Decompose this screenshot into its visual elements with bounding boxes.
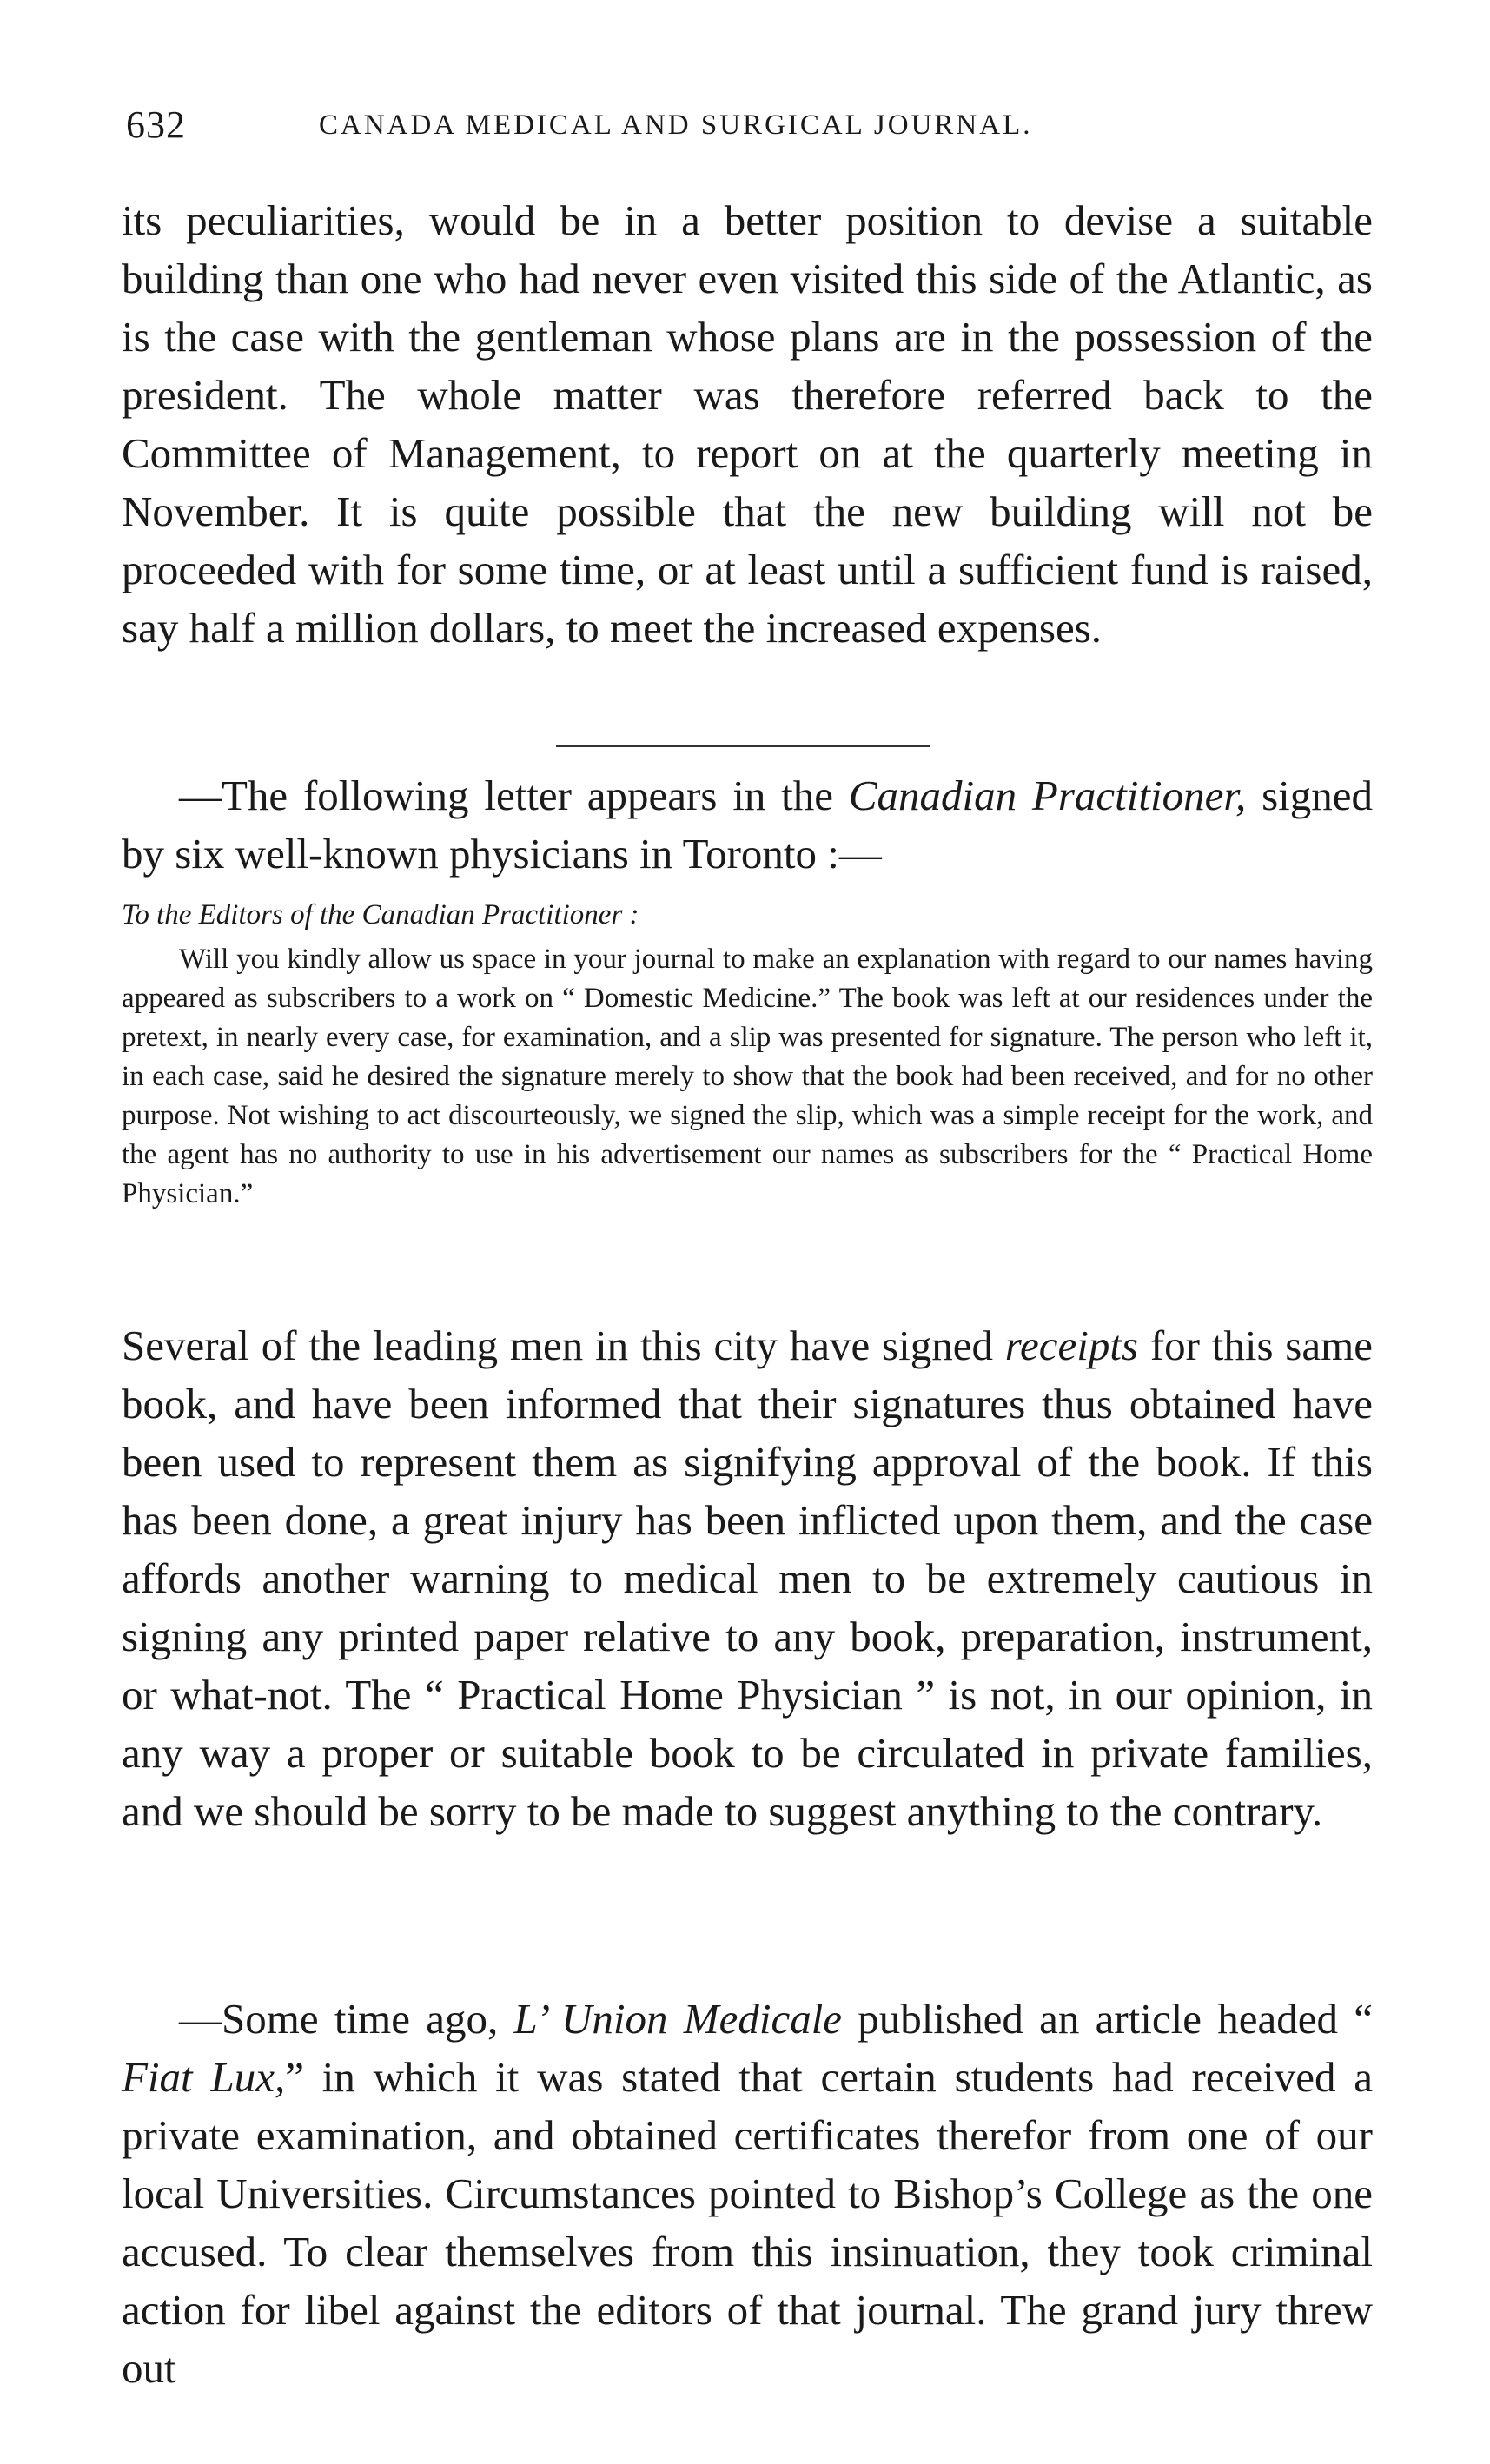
emphasis-receipts: receipts: [1004, 1321, 1139, 1369]
letter-salutation: To the Editors of the Canadian Practitioner :: [122, 899, 639, 931]
paragraph-4-mid: published an article headed “: [842, 1995, 1373, 2043]
paragraph-3-lead: Several of the leading men in this city have signed: [122, 1321, 1005, 1369]
letter-body: [122, 940, 1373, 1214]
running-head: [126, 103, 1394, 155]
paragraph-continued: [122, 191, 1373, 657]
paragraph-3-text: [122, 1316, 1373, 1840]
paragraph-3-tail: for this same book, and have been informed that their signatures thus obtained have been used to represent them as signifying approval of the book. If this has been done, a great injury has been inflicted upon them, and the case affords another warning to medical men to be extremely cautious in signing any printed paper relative to any book, preparation, instrument, or what-not. The “ Practical Home Physician ” is not, in our opinion, in any way a proper or suitable book to be circulated in private families, and we should be sorry to be made to suggest anything to the contrary.: [122, 1321, 1373, 1835]
quoted-letter: [122, 940, 1373, 1214]
paragraph-4-tail: ” in which it was stated that certain students had received a private examination, and obtained certificates therefor from one of our local Universities. Circumstances pointed to Bishop’s College as the one accused. To clear themselves from this insinuation, they took criminal action for libel against the editors of that journal. The grand jury threw out: [122, 2053, 1373, 2392]
journal-title: CANADA MEDICAL AND SURGICAL JOURNAL.: [319, 109, 1033, 141]
section-divider: [556, 745, 930, 747]
journal-name-union-medicale: L’ Union Medicale: [513, 1995, 843, 2043]
article-title-fiat-lux: Fiat Lux,: [122, 2053, 286, 2101]
paragraph-union-medicale: [122, 1990, 1373, 2397]
paragraph-2-tail: signed by six well-known physicians in Toronto :—: [122, 772, 1373, 878]
paragraph-commentary: [122, 1316, 1373, 1840]
paragraph-letter-intro: [122, 766, 1373, 883]
paragraph-2-lead: —The following letter appears in the: [179, 772, 849, 819]
paragraph-4-lead: —Some time ago,: [179, 1995, 514, 2043]
paragraph-2-text: [122, 766, 1373, 883]
paragraph-4-text: [122, 1990, 1373, 2397]
page-number: 632: [126, 103, 186, 146]
letter-body-text: Will you kindly allow us space in your journal to make an explanation with regard to our names having appeared as subscribers to a work on “ Domestic Medicine.” The book was left at our residences under the pretext, in nearly every case, for examination, and a slip was presented for signature. The person who left it, in each case, said he desired the signature merely to show that the book had been received, and for no other purpose. Not wishing to act discourteously, we signed the slip, which was a simple receipt for the work, and the agent has no authority to use in his advertisement our names as subscribers for the “ Practical Home Physician.”: [122, 944, 1373, 1209]
journal-name-canadian-practitioner: Canadian Practitioner,: [848, 772, 1247, 819]
paragraph-1-text: its peculiarities, would be in a better position to devise a suitable building than one who had never even visited this side of the Atlantic, as is the case with the gentleman whose plans are in the possession of the president. The whole matter was therefore referred back to the Committee of Management, to report on at the quarterly meeting in November. It is quite possible that the new building will not be proceeded with for some time, or at least until a sufficient fund is raised, say half a million dollars, to meet the increased expenses.: [122, 196, 1373, 652]
